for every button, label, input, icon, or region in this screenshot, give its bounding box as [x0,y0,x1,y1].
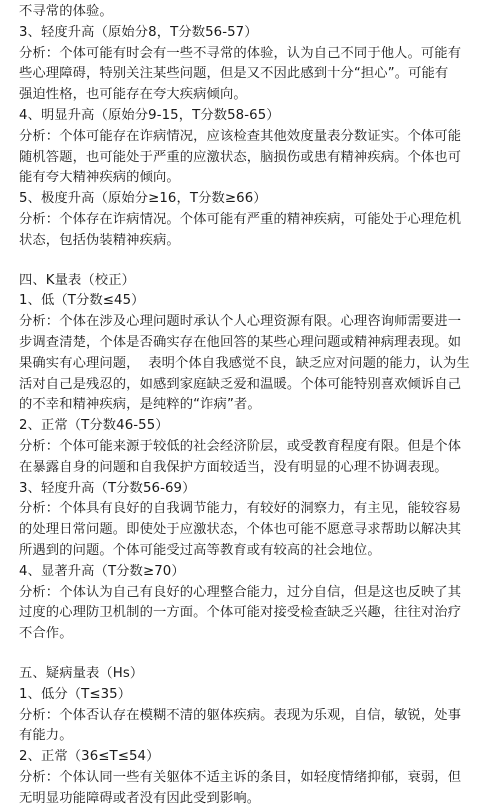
text-line: 无明显功能障碍或者没有因此受到影响。 [19,790,261,806]
text-line: 不寻常的体验。 [19,4,113,19]
text-line: 分析：个体在涉及心理问题时承认个人心理资源有限。心理咨询师需要进一 [19,314,462,330]
text-line: 随机答题，也可能处于严重的应激状态，脑损伤或患有精神疾病。个体也可 [19,149,462,165]
text-line: 分析：个体认为自己有良好的心理整合能力，过分自信，但是这也反映了其 [19,584,462,600]
section-heading: 3、轻度升高（T分数56-69） [19,480,196,496]
chapter-heading: 四、K量表（校正） [19,272,135,288]
text-line: 分析：个体可能来源于较低的社会经济阶层，或受教育程度有限。但是个体 [19,438,462,454]
text-line: 分析：个体认同一些有关躯体不适主诉的条目，如轻度情绪抑郁，衰弱，但 [19,769,462,785]
paragraph-gap [19,252,486,271]
section-heading: 5、极度升高（原始分≥16，T分数≥66） [19,191,267,207]
text-line: 步调查清楚，个体是否确实存在他回答的某些心理问题或精神病理表现。如 [19,334,462,350]
text-line: 果确实有心理问题， 表明个体自我感觉不良，缺乏应对问题的能力，认为生 [19,355,470,371]
text-line: 所遇到的问题。个体可能受过高等教育或有较高的社会地位。 [19,542,381,558]
text-line: 活对自己是残忍的，如感到家庭缺乏爱和温暖。个体可能特别喜欢倾诉自己 [19,376,462,392]
text-line: 分析：个体具有良好的自我调节能力，有较好的洞察力，有主见，能较容易 [19,501,462,517]
section-heading: 2、正常（36≤T≤54） [19,749,160,765]
text-line: 的不幸和精神疾病，是纯粹的“诈病”者。 [19,397,261,413]
text-line: 有能力。 [19,728,73,744]
paragraph-gap [19,645,486,664]
text-line: 强迫性格，也可能存在夸大疾病倾向。 [19,87,247,103]
text-line: 分析：个体可能存在诈病情况，应该检查其他效度量表分数证实。个体可能 [19,128,462,144]
text-line: 分析：个体可能有时会有一些不寻常的体验，认为自己不同于他人。可能有 [19,45,462,61]
text-line: 状态，包括伪装精神疾病。 [19,232,180,248]
section-heading: 4、明显升高（原始分9-15，T分数58-65） [19,107,280,123]
text-line: 能有夸大精神疾病的倾向。 [19,170,180,186]
chapter-heading: 五、疑病量表（Hs） [19,665,144,681]
section-heading: 3、轻度升高（原始分8，T分数56-57） [19,24,258,40]
text-line: 过度的心理防卫机制的一方面。个体可能对接受检查缺乏兴趣，往往对治疗 [19,605,462,621]
section-heading: 2、正常（T分数46-55） [19,418,169,434]
text-line: 在暴露自身的问题和自我保护方面较适当，没有明显的心理不协调表现。 [19,459,448,475]
text-line: 的处理日常问题。即使处于应激状态，个体也可能不愿意寻求帮助以解决其 [19,522,462,538]
section-heading: 1、低分（T≤35） [19,686,132,702]
text-line: 不合作。 [19,626,73,642]
section-heading: 1、低（T分数≤45） [19,293,145,309]
text-line: 分析：个体存在诈病情况。个体可能有严重的精神疾病，可能处于心理危机 [19,211,462,227]
text-line: 分析：个体否认存在模糊不清的躯体疾病。表现为乐观，自信，敏锐，处事 [19,707,462,723]
text-line: 些心理障碍，特别关注某些问题，但是又不因此感到十分“担心”。可能有 [19,66,449,82]
section-heading: 4、显著升高（T分数≥70） [19,563,185,579]
